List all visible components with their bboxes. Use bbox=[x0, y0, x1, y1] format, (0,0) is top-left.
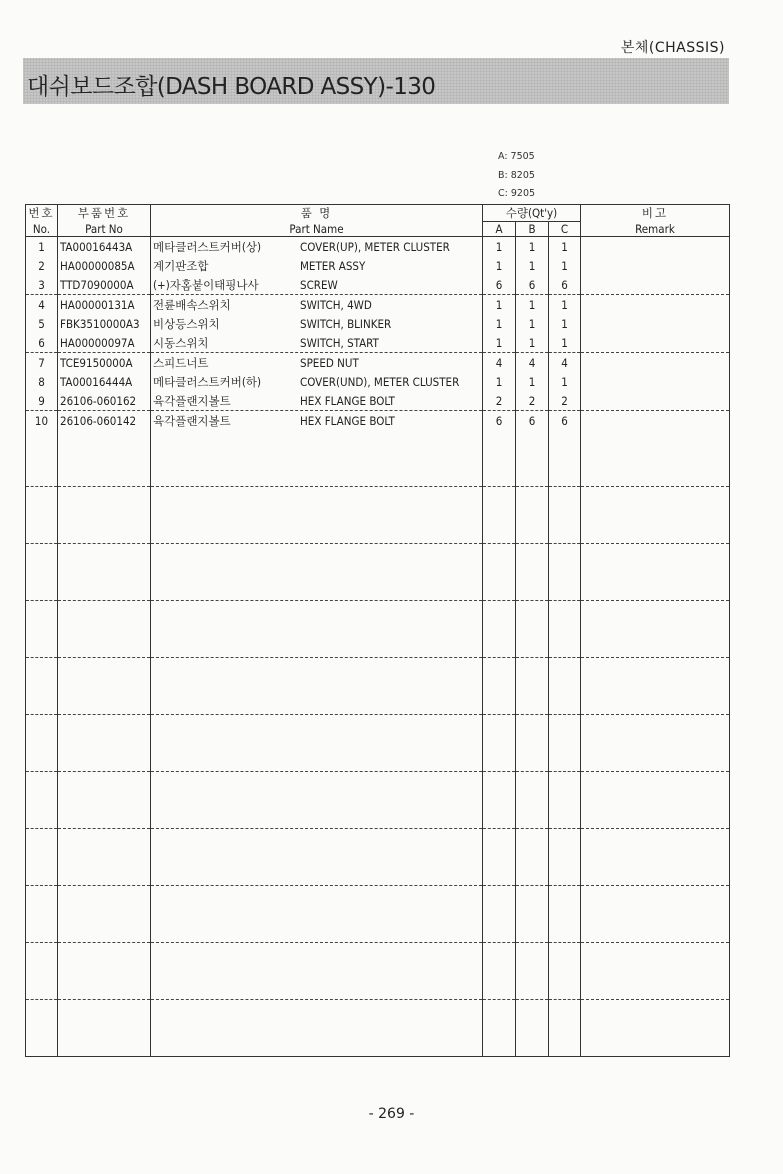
blank-row bbox=[26, 829, 730, 886]
row-no: 2 bbox=[26, 256, 58, 275]
qty-b: 4 bbox=[516, 353, 549, 373]
qty-b: 2 bbox=[516, 391, 549, 411]
blank-row bbox=[26, 886, 730, 943]
table-row bbox=[26, 295, 730, 315]
remark bbox=[581, 275, 730, 295]
row-no: 10 bbox=[26, 411, 58, 431]
part-number: TA00016444A bbox=[58, 372, 151, 391]
qty-c: 1 bbox=[549, 295, 581, 315]
qty-c: 6 bbox=[549, 275, 581, 295]
header-qty-a: A bbox=[483, 222, 516, 237]
qty-a: 6 bbox=[483, 411, 516, 431]
header-name-en: Part Name bbox=[151, 222, 483, 237]
table-row bbox=[26, 314, 730, 333]
part-name-en: SWITCH, START bbox=[300, 335, 379, 350]
part-name bbox=[151, 237, 483, 257]
header-no-ko: 번호 bbox=[26, 205, 58, 222]
qty-a: 2 bbox=[483, 391, 516, 411]
qty-b: 1 bbox=[516, 372, 549, 391]
table-row bbox=[26, 372, 730, 391]
qty-c: 1 bbox=[549, 256, 581, 275]
qty-b: 1 bbox=[516, 256, 549, 275]
row-no: 1 bbox=[26, 237, 58, 257]
header-qty-b: B bbox=[516, 222, 549, 237]
blank-row bbox=[26, 772, 730, 829]
remark bbox=[581, 295, 730, 315]
blank-row bbox=[26, 430, 730, 487]
qty-a: 4 bbox=[483, 353, 516, 373]
part-name-ko: 메타클러스트커버(하) bbox=[153, 374, 262, 389]
row-no: 4 bbox=[26, 295, 58, 315]
header-qty-c: C bbox=[549, 222, 581, 237]
remark bbox=[581, 333, 730, 353]
part-number: HA00000131A bbox=[58, 295, 151, 315]
part-name-ko: 계기판조합 bbox=[153, 258, 209, 273]
qty-b: 1 bbox=[516, 314, 549, 333]
part-name-ko: 전륜배속스위치 bbox=[153, 297, 231, 312]
qty-c: 1 bbox=[549, 314, 581, 333]
part-name-ko: 스피드너트 bbox=[153, 355, 209, 370]
table-row bbox=[26, 391, 730, 411]
blank-row bbox=[26, 1000, 730, 1057]
qty-a: 1 bbox=[483, 333, 516, 353]
header-row-english bbox=[26, 222, 730, 237]
part-name-en: SCREW bbox=[300, 277, 338, 292]
part-name bbox=[151, 275, 483, 295]
blank-row bbox=[26, 544, 730, 601]
blank-row bbox=[26, 943, 730, 1000]
row-no: 8 bbox=[26, 372, 58, 391]
part-name-en: COVER(UND), METER CLUSTER bbox=[300, 374, 460, 389]
qty-b: 1 bbox=[516, 333, 549, 353]
qty-c: 4 bbox=[549, 353, 581, 373]
part-name-ko: 육각플랜지볼트 bbox=[153, 413, 231, 428]
part-name bbox=[151, 391, 483, 411]
remark bbox=[581, 237, 730, 257]
part-name bbox=[151, 256, 483, 275]
parts-table bbox=[25, 204, 730, 1057]
part-number: FBK3510000A3 bbox=[58, 314, 151, 333]
part-name-ko: 시동스위치 bbox=[153, 335, 209, 350]
header-remark-en: Remark bbox=[581, 222, 730, 237]
part-name bbox=[151, 372, 483, 391]
qty-c: 1 bbox=[549, 237, 581, 257]
qty-b: 1 bbox=[516, 237, 549, 257]
model-c: C: 9205 bbox=[498, 188, 536, 199]
part-name-ko: 육각플랜지볼트 bbox=[153, 393, 231, 408]
row-no: 6 bbox=[26, 333, 58, 353]
part-name-en: METER ASSY bbox=[300, 258, 366, 273]
qty-a: 1 bbox=[483, 295, 516, 315]
part-name-ko: (+)자홈붙이태핑나사 bbox=[153, 277, 259, 292]
part-name bbox=[151, 295, 483, 315]
qty-a: 1 bbox=[483, 237, 516, 257]
header-no-en: No. bbox=[26, 222, 58, 237]
part-name-en: SPEED NUT bbox=[300, 355, 359, 370]
part-name-en: SWITCH, 4WD bbox=[300, 297, 372, 312]
qty-c: 2 bbox=[549, 391, 581, 411]
blank-row bbox=[26, 487, 730, 544]
remark bbox=[581, 372, 730, 391]
qty-b: 6 bbox=[516, 275, 549, 295]
part-name-en: HEX FLANGE BOLT bbox=[300, 413, 395, 428]
table-row bbox=[26, 353, 730, 373]
header-qty: 수량(Qt'y) bbox=[483, 205, 581, 222]
qty-c: 6 bbox=[549, 411, 581, 431]
page-number: - 269 - bbox=[368, 1106, 415, 1122]
qty-b: 1 bbox=[516, 295, 549, 315]
model-legend bbox=[498, 148, 535, 204]
model-b: B: 8205 bbox=[498, 169, 535, 181]
header-part-no-en: Part No bbox=[58, 222, 151, 237]
header-name-ko: 품 명 bbox=[151, 205, 483, 222]
header-part-no-ko: 부품번호 bbox=[58, 205, 151, 222]
part-name-en: COVER(UP), METER CLUSTER bbox=[300, 239, 450, 254]
row-no: 5 bbox=[26, 314, 58, 333]
model-a: A: 7505 bbox=[498, 151, 535, 162]
qty-a: 6 bbox=[483, 275, 516, 295]
row-no: 9 bbox=[26, 391, 58, 411]
table-row bbox=[26, 237, 730, 257]
qty-c: 1 bbox=[549, 333, 581, 353]
remark bbox=[581, 353, 730, 373]
title-bar bbox=[23, 58, 729, 104]
blank-row bbox=[26, 658, 730, 715]
row-no: 3 bbox=[26, 275, 58, 295]
part-name bbox=[151, 333, 483, 353]
blank-row bbox=[26, 715, 730, 772]
part-name bbox=[151, 411, 483, 431]
remark bbox=[581, 256, 730, 275]
part-name-en: SWITCH, BLINKER bbox=[300, 316, 392, 331]
part-number: TTD7090000A bbox=[58, 275, 151, 295]
remark bbox=[581, 411, 730, 431]
qty-b: 6 bbox=[516, 411, 549, 431]
part-name bbox=[151, 353, 483, 373]
part-name-ko: 비상등스위치 bbox=[153, 316, 220, 331]
part-number: HA00000097A bbox=[58, 333, 151, 353]
section-label: 본체(CHASSIS) bbox=[620, 40, 725, 56]
part-name-ko: 메타클러스트커버(상) bbox=[153, 239, 262, 254]
table-row bbox=[26, 411, 730, 431]
part-number: TCE9150000A bbox=[58, 353, 151, 373]
blank-row bbox=[26, 601, 730, 658]
part-number: 26106-060142 bbox=[58, 411, 151, 431]
table-row bbox=[26, 333, 730, 353]
qty-a: 1 bbox=[483, 314, 516, 333]
row-no: 7 bbox=[26, 353, 58, 373]
table-row bbox=[26, 275, 730, 295]
qty-a: 1 bbox=[483, 256, 516, 275]
part-name bbox=[151, 314, 483, 333]
header-remark-ko: 비고 bbox=[581, 205, 730, 222]
remark bbox=[581, 314, 730, 333]
table-row bbox=[26, 256, 730, 275]
remark bbox=[581, 391, 730, 411]
header-row-korean bbox=[26, 205, 730, 222]
part-number: 26106-060162 bbox=[58, 391, 151, 411]
part-name-en: HEX FLANGE BOLT bbox=[300, 393, 395, 408]
part-number: HA00000085A bbox=[58, 256, 151, 275]
page-title: 대쉬보드조합(DASH BOARD ASSY)-130 bbox=[27, 74, 436, 100]
qty-c: 1 bbox=[549, 372, 581, 391]
qty-a: 1 bbox=[483, 372, 516, 391]
part-number: TA00016443A bbox=[58, 237, 151, 257]
